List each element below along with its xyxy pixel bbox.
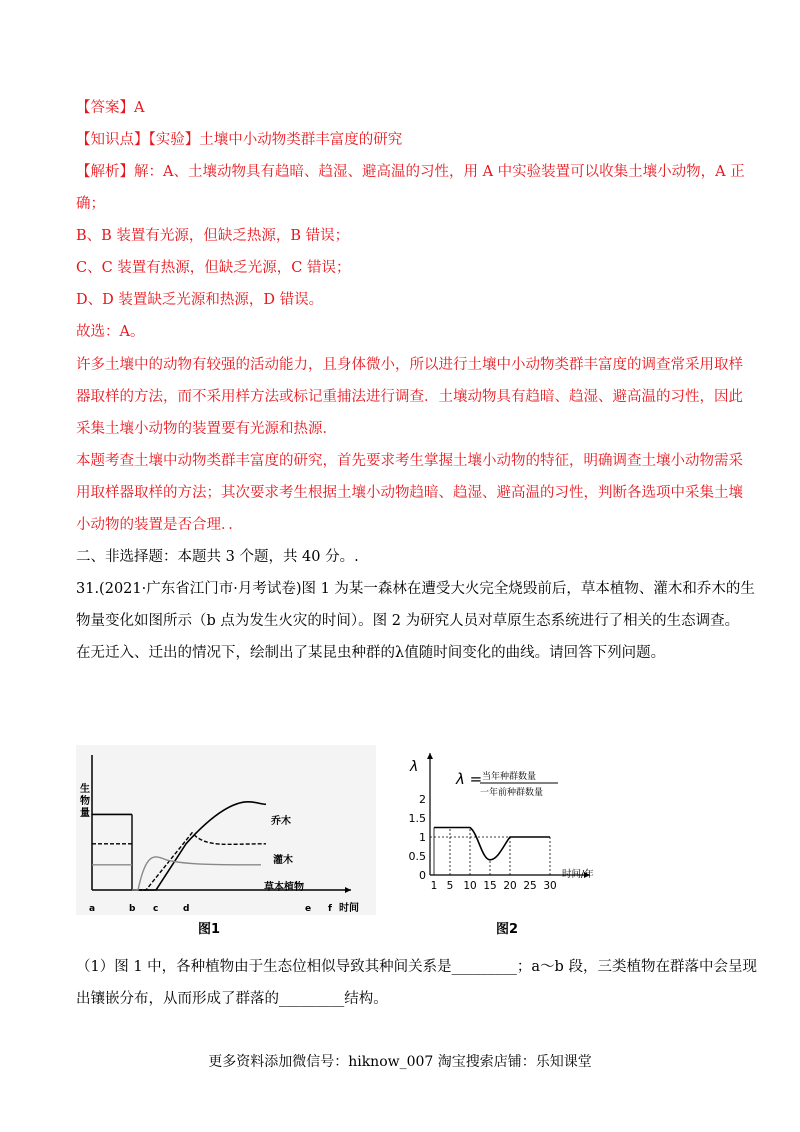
explanation-line: 采集土壤小动物的装置要有光源和热源．	[76, 421, 337, 437]
figure-2-chart	[400, 745, 620, 915]
series-label-guanmu: 灌木	[273, 855, 293, 866]
summary-line: 小动物的装置是否合理．．	[76, 517, 243, 533]
series-label-caoben: 草本植物	[264, 882, 304, 893]
answer-label: 【答案】A	[76, 100, 145, 116]
x-tick-label: f	[328, 904, 332, 914]
series-label-qiaomu: 乔木	[271, 816, 291, 827]
y-tick-label: 0	[419, 869, 426, 882]
analysis-line: 【解析】解：A、土壤动物具有趋暗、趋湿、避高温的习性，用 A 中实验装置可以收集土壤小动物，A 正	[76, 164, 745, 180]
x-tick-label: 20	[503, 880, 517, 892]
explanation-line: 许多土壤中的动物有较强的活动能力，且身体微小，所以进行土壤中小动物类群丰富度的调查常采用取样	[76, 357, 743, 373]
explanation-line: 器取样的方法，而不采用样方法或标记重捕法进行调查．土壤动物具有趋暗、趋湿、避高温的习性，因此	[76, 389, 743, 405]
lambda-curve	[434, 828, 550, 860]
x-tick-label: b	[129, 904, 136, 914]
question-stem: 在无迁入、迁出的情况下，绘制出了某昆虫种群的λ值随时间变化的曲线。请回答下列问题。	[76, 645, 666, 661]
x-tick-label: e	[305, 904, 312, 914]
analysis-line: 确；	[76, 196, 105, 212]
x-tick-label: 15	[483, 880, 497, 892]
y-tick-label: 1	[419, 831, 426, 844]
question-stem: 31.(2021·广东省江门市·月考试卷)图 1 为某一森林在遭受大火完全烧毁前后，草本植物、灌木和乔木的生	[76, 581, 755, 597]
lambda-formula-numerator: 当年种群数量	[482, 772, 537, 782]
question-part-1: 出镶嵌分布，从而形成了群落的_________结构。	[76, 991, 388, 1007]
x-tick-label: 30	[543, 880, 557, 892]
figure-1-ylabel: 量	[80, 808, 90, 819]
y-tick-label: 1.5	[408, 812, 426, 825]
figure-2-xlabel: 时间/年	[562, 869, 594, 880]
summary-line: 用取样器取样的方法；其次要求考生根据土壤小动物趋暗、趋湿、避高温的习性，判断各选项中采集土壤	[76, 485, 743, 501]
figure-1-chart	[76, 745, 376, 915]
analysis-option-b: B、B 装置有光源，但缺乏热源，B 错误；	[76, 228, 350, 244]
y-axis-arrow	[427, 753, 433, 759]
knowledge-point: 【知识点】【实验】土壤中小动物类群丰富度的研究	[76, 132, 403, 148]
figure-1-ylabel: 生	[80, 784, 90, 795]
x-tick-label: 25	[523, 880, 537, 892]
figure-2-ylabel: λ	[410, 759, 419, 775]
lambda-formula-lhs: λ =	[456, 770, 483, 788]
figure-1-caption: 图1	[198, 922, 221, 937]
figure-1-ylabel: 物	[80, 796, 90, 807]
x-tick-label: d	[183, 904, 190, 914]
question-part-1: （1）图 1 中，各种植物由于生态位相似导致其种间关系是_________；a～b 段，三类植物在群落中会呈现	[76, 959, 757, 975]
x-tick-label: 10	[463, 880, 477, 892]
analysis-option-c: C、C 装置有热源，但缺乏光源，C 错误；	[76, 260, 351, 276]
x-tick-label: 5	[446, 880, 454, 892]
lambda-formula-denominator: 一年前种群数量	[480, 788, 544, 798]
x-tick-label: a	[89, 904, 96, 914]
section-heading: 二、非选择题：本题共 3 个题，共 40 分。.	[76, 549, 359, 565]
figure-2-caption: 图2	[496, 922, 519, 937]
summary-line: 本题考查土壤中动物类群丰富度的研究，首先要求考生掌握土壤小动物的特征，明确调查土壤小动物需采	[76, 453, 743, 469]
page-footer: 更多资料添加微信号：hiknow_007 淘宝搜索店铺：乐知课堂	[208, 1054, 592, 1070]
choice-line: 故选：A。	[76, 324, 145, 340]
figure-1-xlabel: 时间	[339, 903, 359, 914]
x-tick-label: 1	[430, 880, 438, 892]
y-tick-label: 0.5	[408, 850, 426, 863]
x-tick-label: c	[153, 904, 159, 914]
y-tick-label: 2	[419, 793, 426, 806]
question-stem: 物量变化如图所示（b 点为发生火灾的时间）。图 2 为研究人员对草原生态系统进行了相关的生态调查。	[76, 613, 740, 629]
analysis-option-d: D、D 装置缺乏光源和热源，D 错误。	[76, 292, 324, 308]
